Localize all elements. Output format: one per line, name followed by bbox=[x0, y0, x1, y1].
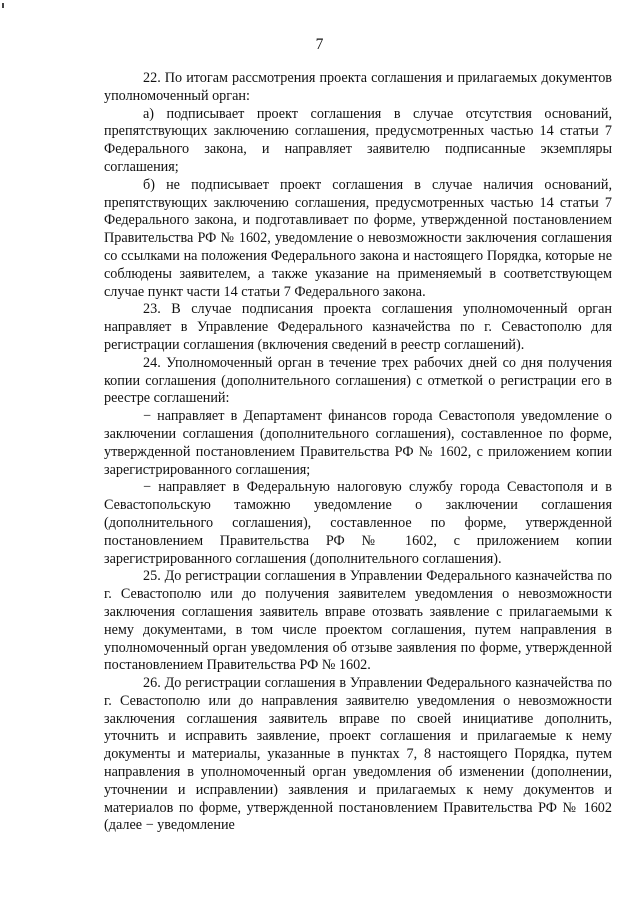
paragraph-26: 26. До регистрации соглашения в Управлении Федерального казначейства по г. Севастополю или до направления заявителю уведомления о невозможности заключения соглашения заявитель вправе по своей инициативе дополнить, уточнить и исправить заявление, проект соглашения и прилагаемые к нему документы и материалы, указанные в пунктах 7, 8 настоящего Порядка, путем направления в уполномоченный орган уведомления об изменении (дополнении, уточнении и исправлении) заявления и прилагаемых к нему документов и материалов по форме, утвержденной постановлением Правительства РФ № 1602 (далее − уведомление bbox=[104, 675, 612, 834]
paragraph-24-dash-2: − направляет в Федеральную налоговую службу города Севастополя и в Севастопольскую таможню уведомление о заключении соглашения (дополнительного соглашения), составленное по форме, утвержденной постановлением Правительства РФ № 1602, с приложением копии зарегистрированного соглашения (дополнительного соглашения). bbox=[104, 479, 612, 567]
paragraph-22: 22. По итогам рассмотрения проекта соглашения и прилагаемых документов уполномоченный орган: bbox=[104, 70, 612, 104]
document-body bbox=[104, 70, 612, 835]
paragraph-24: 24. Уполномоченный орган в течение трех рабочих дней со дня получения копии соглашения (дополнительного соглашения) с отметкой о регистрации его в реестре соглашений: bbox=[104, 354, 612, 407]
paragraph-22-b: б) не подписывает проект соглашения в случае наличия оснований, препятствующих заключению соглашения, предусмотренных частью 14 статьи 7 Федерального закона, и подготавливает по форме, утвержденной постановлением Правительства РФ № 1602, уведомление о невозможности заключения соглашения со ссылками на положения Федерального закона и настоящего Порядка, которые не соблюдены заявителем, а также указание на применяемый в соответствующем случае пункт части 14 статьи 7 Федерального закона. bbox=[104, 176, 612, 300]
paragraph-24-dash-1: − направляет в Департамент финансов города Севастополя уведомление о заключении соглашения (дополнительного соглашения), составленное по форме, утвержденной постановлением Правительства РФ № 1602, с приложением копии зарегистрированного соглашения; bbox=[104, 408, 612, 478]
scan-mark bbox=[2, 3, 4, 8]
paragraph-25: 25. До регистрации соглашения в Управлении Федерального казначейства по г. Севастополю или до получения заявителем уведомления о невозможности заключения соглашения заявитель вправе отозвать заявление с прилагаемыми к нему документами, в том числе проектом соглашения, путем направления в уполномоченный орган уведомления об отзыве заявления по форме, утвержденной постановлением Правительства РФ № 1602. bbox=[104, 568, 612, 674]
paragraph-23: 23. В случае подписания проекта соглашения уполномоченный орган направляет в Управление Федерального казначейства по г. Севастополю для регистрации соглашения (включения сведений в реестр соглашений). bbox=[104, 301, 612, 353]
paragraph-22-a: а) подписывает проект соглашения в случае отсутствия оснований, препятствующих заключению соглашения, предусмотренных частью 14 статьи 7 Федерального закона, и направляет заявителю подписанные экземпляры соглашения; bbox=[104, 105, 612, 175]
page-number: 7 bbox=[315, 36, 324, 53]
